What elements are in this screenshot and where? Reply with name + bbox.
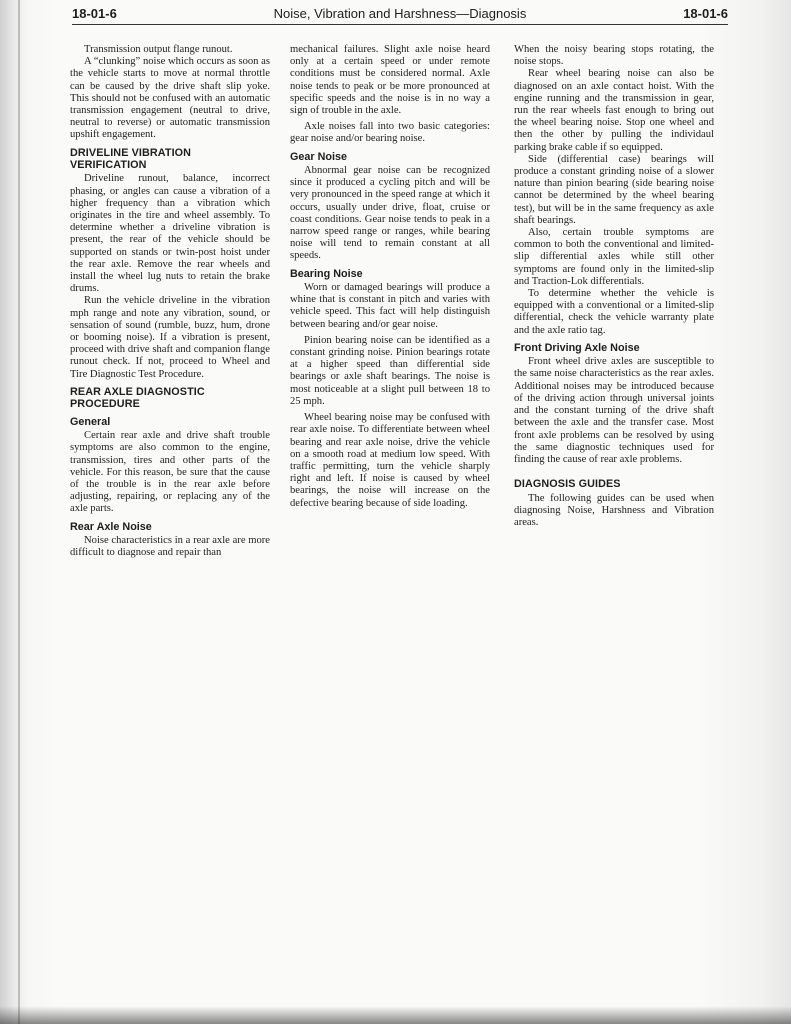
paragraph: Side (differential case) bearings will produce a constant grinding noise of a slower nature than pinion bearing (side bearing noise cannot be determined by the wheel bearing test), but will be in the same frequency as axle shaft bearings. xyxy=(514,153,714,226)
paragraph: Pinion bearing noise can be identified as a constant grinding noise. Pinion bearings rotate at a higher speed than differential side bearings or axle shaft bearings. The noise is most noticeable at a slight pull between 18 to 25 mph. xyxy=(290,334,490,407)
paragraph: The following guides can be used when diagnosing Noise, Harshness and Vibration areas. xyxy=(514,492,714,528)
column-2 xyxy=(290,44,490,510)
binding-edge xyxy=(18,0,20,1024)
scan-shadow xyxy=(0,1006,791,1024)
section-heading-driveline: DRIVELINE VIBRATION VERIFICATION xyxy=(70,146,192,172)
section-heading-rear-axle: REAR AXLE DIAGNOSTIC PROCEDURE xyxy=(70,385,205,411)
paragraph: Worn or damaged bearings will produce a whine that is constant in pitch and varies with vehicle speed. This fact will help distinguish between bearing and/or gear noise. xyxy=(290,282,490,330)
paragraph: Run the vehicle driveline in the vibration mph range and note any vibration, sound, or sensation of sound (rumble, buzz, hum, drone or booming noise). If a vibration is present, proceed with drive shaft and companion flange runout check. If not, proceed to Wheel and Tire Diagnostic Test Procedure. xyxy=(70,295,270,380)
page-number-right: 18-01-6 xyxy=(683,6,728,21)
paragraph: Driveline runout, balance, incorrect phasing, or angles can cause a vibration of a higher frequency than a vibration which originates in the tire and wheel assembly. To determine whether a driveline vibration is present, the rear of the vehicle should be supported on stands or twin-post hoist under the rear axle. Remove the rear wheels and install the wheel lug nuts to retain the brake drums. xyxy=(70,173,270,295)
page-header xyxy=(72,6,728,26)
subheading-general: General xyxy=(70,415,111,428)
page-number-left: 18-01-6 xyxy=(72,6,117,21)
paragraph: Front wheel drive axles are susceptible to the same noise characteristics as the rear axles. Additional noises may be introduced because of the driving action through universal joints and the constant turning of the drive shaft between the axle and the transfer case. Most front axle problems can be resolved by using the same diagnostic techniques used for finding the cause of rear axle problems. xyxy=(514,356,714,465)
paragraph: Abnormal gear noise can be recognized since it produced a cycling pitch and will be very pronounced in the speed range at which it occurs, usually under drive, float, cruise or coast conditions. Gear noise tends to peak in a narrow speed range or ranges, while bearing noise will tend to remain constant at all speeds. xyxy=(290,165,490,262)
column-1 xyxy=(70,44,270,559)
page-title: Noise, Vibration and Harshness—Diagnosis xyxy=(273,6,527,21)
section-heading-diagnosis-guides: DIAGNOSIS GUIDES xyxy=(514,478,621,491)
paragraph: Rear wheel bearing noise can also be diagnosed on an axle contact hoist. With the engine running and the transmission in gear, run the rear wheels fast enough to bring out the wheel bearing noise. Stop one wheel and then the other by pulling the individaul parking brake cable if so equipped. xyxy=(514,68,714,153)
paragraph: Noise characteristics in a rear axle are more difficult to diagnose and repair than xyxy=(70,534,270,559)
paragraph: Wheel bearing noise may be confused with rear axle noise. To differentiate between wheel bearing and rear axle noise, drive the vehicle on a smooth road at medium low speed. With traffic permitting, turn the vehicle sharply right and left. If noise is caused by wheel bearings, the noise will increase on the defective bearing because of side loading. xyxy=(290,412,490,509)
paragraph: Certain rear axle and drive shaft trouble symptoms are also common to the engine, transmission, tires and other parts of the vehicle. For this reason, be sure that the cause of the trouble is in the rear axle before adjusting, repairing, or replacing any of the axle parts. xyxy=(70,430,270,515)
paragraph: Transmission output flange runout. xyxy=(84,44,233,55)
column-3 xyxy=(514,44,714,529)
paragraph: A “clunking” noise which occurs as soon as the vehicle starts to move at normal throttle can be caused by the drive shaft slip yoke. This should not be confused with an automatic transmission engagement (neutral to drive, neutral to reverse) or automatic transmission upshift engagement. xyxy=(70,56,270,141)
subheading-gear-noise: Gear Noise xyxy=(290,150,348,163)
paragraph: Axle noises fall into two basic categories: gear noise and/or bearing noise. xyxy=(290,121,490,145)
paragraph: When the noisy bearing stops rotating, the noise stops. xyxy=(514,44,714,68)
paragraph: mechanical failures. Slight axle noise heard only at a certain speed or under remote conditions must be considered normal. Axle noise tends to peak or be more pronounced at specific speeds and the noise is in no way a sign of trouble in the axle. xyxy=(290,44,490,117)
header-rule xyxy=(72,24,728,25)
subheading-front-driving-axle-noise: Front Driving Axle Noise xyxy=(514,341,640,354)
paragraph: To determine whether the vehicle is equipped with a conventional or a limited-slip differential, check the vehicle warranty plate and the axle ratio tag. xyxy=(514,288,714,336)
subheading-rear-axle-noise: Rear Axle Noise xyxy=(70,520,152,533)
subheading-bearing-noise: Bearing Noise xyxy=(290,267,363,280)
paragraph: Also, certain trouble symptoms are common to both the conventional and limited-slip differential axles while still other symptoms are found only in the limited-slip and Traction-Lok differentials. xyxy=(514,227,714,287)
